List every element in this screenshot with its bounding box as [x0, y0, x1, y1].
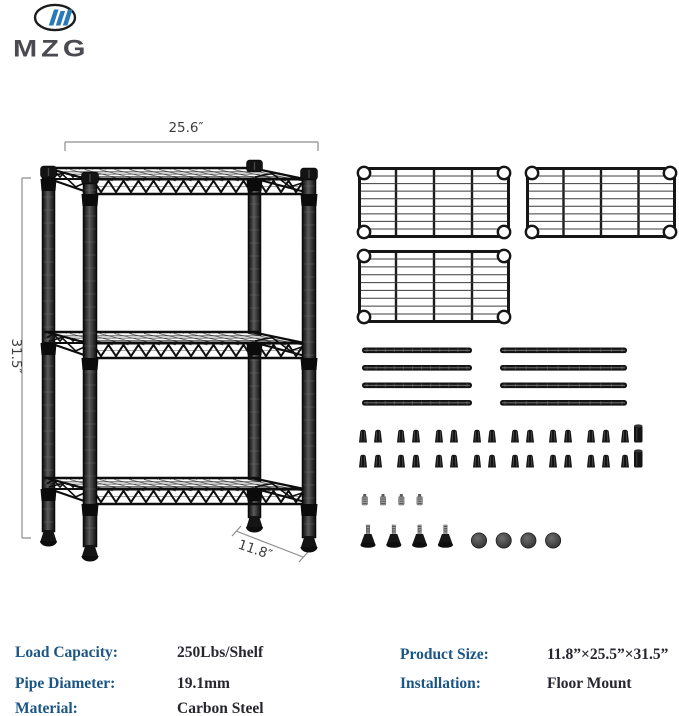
shelf-pole-part: [362, 383, 472, 389]
shelf-unit-illustration: [40, 160, 318, 562]
spec-value-installation: Floor Mount: [547, 675, 632, 692]
wire-shelf-part: [358, 250, 510, 323]
brand-wordmark: MZG: [13, 36, 90, 63]
height-dimension-label: 31.5″: [8, 338, 24, 374]
wire-shelf-part: [526, 167, 676, 238]
shelf-pole-part: [500, 365, 627, 371]
spec-label-pipe-diameter: Pipe Diameter:: [15, 675, 116, 692]
depth-dimension-label: 11.8″: [235, 536, 275, 564]
spec-value-load-capacity: 250Lbs/Shelf: [177, 644, 264, 661]
spec-value-product-size: 11.8”×25.5”×31.5”: [547, 646, 669, 663]
shelf-pole-part: [362, 400, 472, 406]
wire-shelf-part: [358, 167, 510, 238]
shelf-pole-part: [362, 348, 472, 354]
end-caps: [471, 533, 560, 548]
shelf-pole-part: [500, 383, 627, 389]
logo-m-icon: [49, 10, 73, 26]
spec-value-pipe-diameter: 19.1mm: [177, 675, 230, 692]
shelf-pole-part: [500, 400, 627, 406]
leveling-feet: [361, 525, 453, 548]
spec-label-material: Material:: [15, 700, 78, 716]
locking-sleeves: [359, 424, 643, 467]
shelf-pole-part: [362, 365, 472, 371]
spec-value-material: Carbon Steel: [177, 700, 264, 716]
dimension-lines: [22, 142, 318, 562]
spec-label-installation: Installation:: [400, 675, 481, 692]
spec-label-load-capacity: Load Capacity:: [15, 644, 118, 661]
parts-panel: [358, 167, 676, 548]
width-dimension-label: 25.6″: [168, 120, 204, 136]
spec-label-product-size: Product Size:: [400, 646, 489, 663]
screws: [362, 494, 422, 505]
shelf-pole-part: [500, 348, 627, 354]
brand-logo: [10, 2, 106, 36]
